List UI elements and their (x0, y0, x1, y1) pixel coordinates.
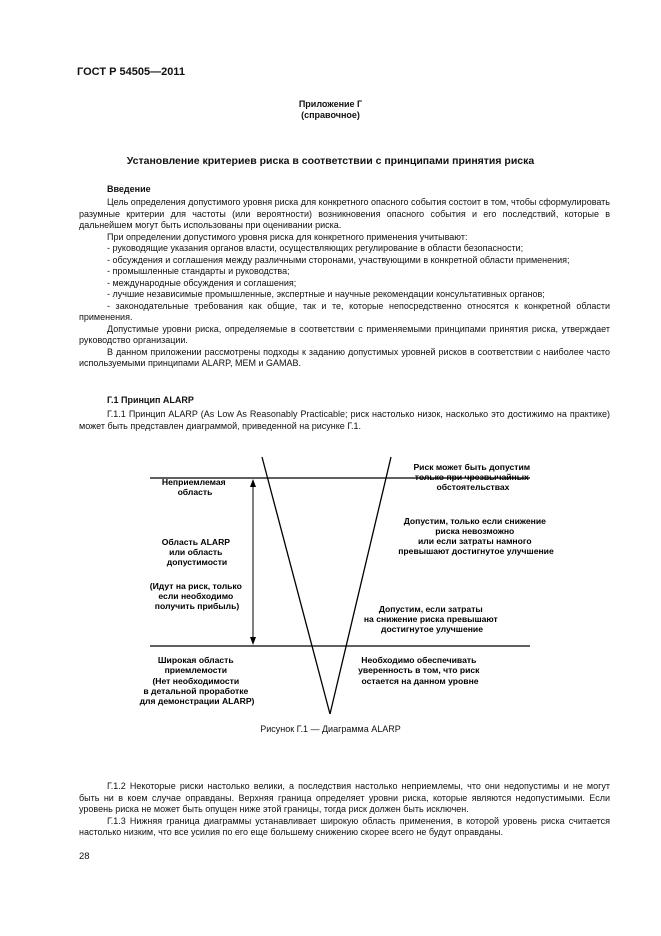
intro-paragraph: При определении допустимого уровня риска для конкретного применения учитывают: (107, 231, 468, 242)
after-figure-text (79, 781, 610, 839)
label-alarp-note: (Идут на риск, только если необходимо получить прибыль) (149, 581, 242, 611)
page-number: 28 (79, 851, 90, 862)
label-tolerable-if-cost: Допустим, если затраты на снижение риска превышают достигнутое улучшение (363, 604, 498, 634)
body-paragraph: Г.1.2 Некоторые риски настолько велики, а последствия настолько неприемлемы, что они недопустимы и не могут быть ни в коем случае оправданы. Верхняя граница определяет уровни риска, которые являются недопустимыми. Если уровень риска не может быть опущен ниже этой границы, тогда риск должен быть исключен. (79, 781, 610, 814)
arrow-down-icon (250, 637, 256, 645)
body-paragraph: Г.1.3 Нижняя граница диаграммы устанавливает широкую область применения, в которой уровень риска считается настолько низким, что все усилия по его еще большему снижению скорее всего не будут оправданы. (79, 815, 610, 837)
appendix-name: Приложение Г (298, 99, 363, 109)
figure-caption: Рисунок Г.1 — Диаграмма ALARP (260, 724, 401, 734)
document-code: ГОСТ Р 54505—2011 (77, 66, 185, 78)
label-alarp-area: Область ALARP или область допустимости (161, 537, 230, 567)
v-left-line (262, 457, 330, 714)
label-unacceptable: Неприемлемая область (161, 477, 226, 497)
appendix-kind: (справочное) (301, 110, 360, 120)
label-acceptable-area: Широкая область приемлемости (Нет необходимости в детальной проработке для демонстрации ALARP) (139, 655, 255, 706)
list-item: - лучшие независимые промышленные, экспертные и научные рекомендации консультативных органов; (107, 289, 545, 299)
section-paragraph (79, 409, 610, 432)
section-heading: Г.1 Принцип ALARP (107, 395, 194, 405)
list-item: - промышленные стандарты и руководства; (107, 266, 290, 276)
label-ensure-level: Необходимо обеспечивать уверенность в том, что риск остается на данном уровне (358, 655, 480, 686)
intro-text (79, 197, 610, 370)
appendix-title: Установление критериев риска в соответствии с принципами принятия риска (126, 155, 535, 167)
label-tolerable-if-impossible: Допустим, только если снижение риска невозможно или если затраты намного превышают достигнутое улучшение (398, 516, 554, 556)
intro-paragraph: Цель определения допустимого уровня риска для конкретного опасного события состоит в том, чтобы сформулировать разумные критерии для частоты (или вероятности) возникновения опасного события и его последствий, которые в дальнейшем могут быть использованы при оценивании риска. (79, 197, 610, 230)
list-item: - международные обсуждения и соглашения; (107, 277, 297, 288)
list-item: - законодательные требования как общие, так и те, которые непосредственно относятся к конкретной области применения. (79, 300, 610, 322)
arrow-up-icon (250, 479, 256, 487)
list-item: - обсуждения и соглашения между различными сторонами, участвующими в конкретной области применения; (107, 254, 570, 265)
alarp-diagram (0, 450, 661, 720)
label-risk-tolerable: Риск может быть допустим только при чрезвычайных обстоятельствах (413, 462, 531, 492)
intro-heading: Введение (107, 184, 151, 194)
section-text: Г.1.1 Принцип ALARP (As Low As Reasonably Practicable; риск настолько низок, насколько это достижимо на практике) может быть представлен диаграммой, приведенной на рисунке Г.1. (79, 409, 610, 431)
list-item: - руководящие указания органов власти, осуществляющих регулирование в области безопасности; (107, 243, 524, 253)
intro-paragraph: Допустимые уровни риска, определяемые в соответствии с применяемыми принципами принятия риска, утверждает руководство организации. (79, 323, 610, 345)
intro-paragraph: В данном приложении рассмотрены подходы к заданию допустимых уровней рисков в соответствии с наиболее часто используемыми принципами ALARP, MEM и GAMAB. (79, 346, 610, 368)
